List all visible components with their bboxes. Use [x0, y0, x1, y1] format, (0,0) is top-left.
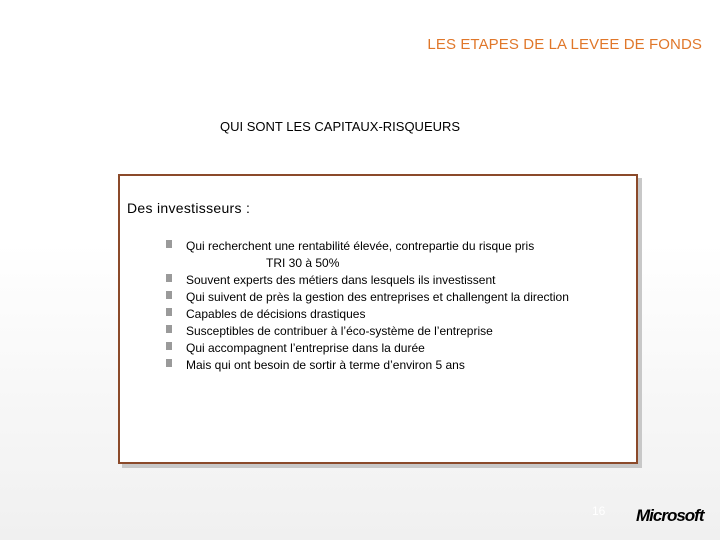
bullet-square-icon: [166, 359, 172, 367]
list-item: [164, 357, 569, 374]
bullet-list: [164, 238, 569, 374]
bullet-square-icon: [166, 308, 172, 316]
list-item-text: Qui recherchent une rentabilité élevée, contrepartie du risque pris: [186, 239, 535, 253]
box-heading: Des investisseurs :: [127, 200, 251, 216]
slide-subtitle: QUI SONT LES CAPITAUX-RISQUEURS: [220, 119, 461, 134]
list-item-text: Susceptibles de contribuer à l’éco-système de l’entreprise: [186, 324, 493, 338]
list-item-text: Qui accompagnent l’entreprise dans la durée: [186, 341, 425, 355]
list-item-text: Capables de décisions drastiques: [186, 307, 366, 321]
list-item-text: Mais qui ont besoin de sortir à terme d’environ 5 ans: [186, 358, 465, 372]
list-item: [164, 238, 569, 272]
list-item: [164, 306, 569, 323]
bullet-square-icon: [166, 240, 172, 248]
list-item-text: Qui suivent de près la gestion des entreprises et challengent la direction: [186, 290, 569, 304]
list-item: [164, 340, 569, 357]
bullet-square-icon: [166, 274, 172, 282]
list-item-subtext: TRI 30 à 50%: [266, 256, 340, 270]
bullet-square-icon: [166, 291, 172, 299]
microsoft-logo: Microsoft: [636, 506, 704, 525]
bullet-square-icon: [166, 342, 172, 350]
list-item: [164, 272, 569, 289]
slide-title: LES ETAPES DE LA LEVEE DE FONDS: [427, 36, 702, 53]
content-box: [118, 174, 638, 464]
list-item-text: Souvent experts des métiers dans lesquels ils investissent: [186, 273, 496, 287]
bullet-square-icon: [166, 325, 172, 333]
list-item: [164, 289, 569, 306]
list-item: [164, 323, 569, 340]
page-number: 16: [592, 504, 606, 518]
